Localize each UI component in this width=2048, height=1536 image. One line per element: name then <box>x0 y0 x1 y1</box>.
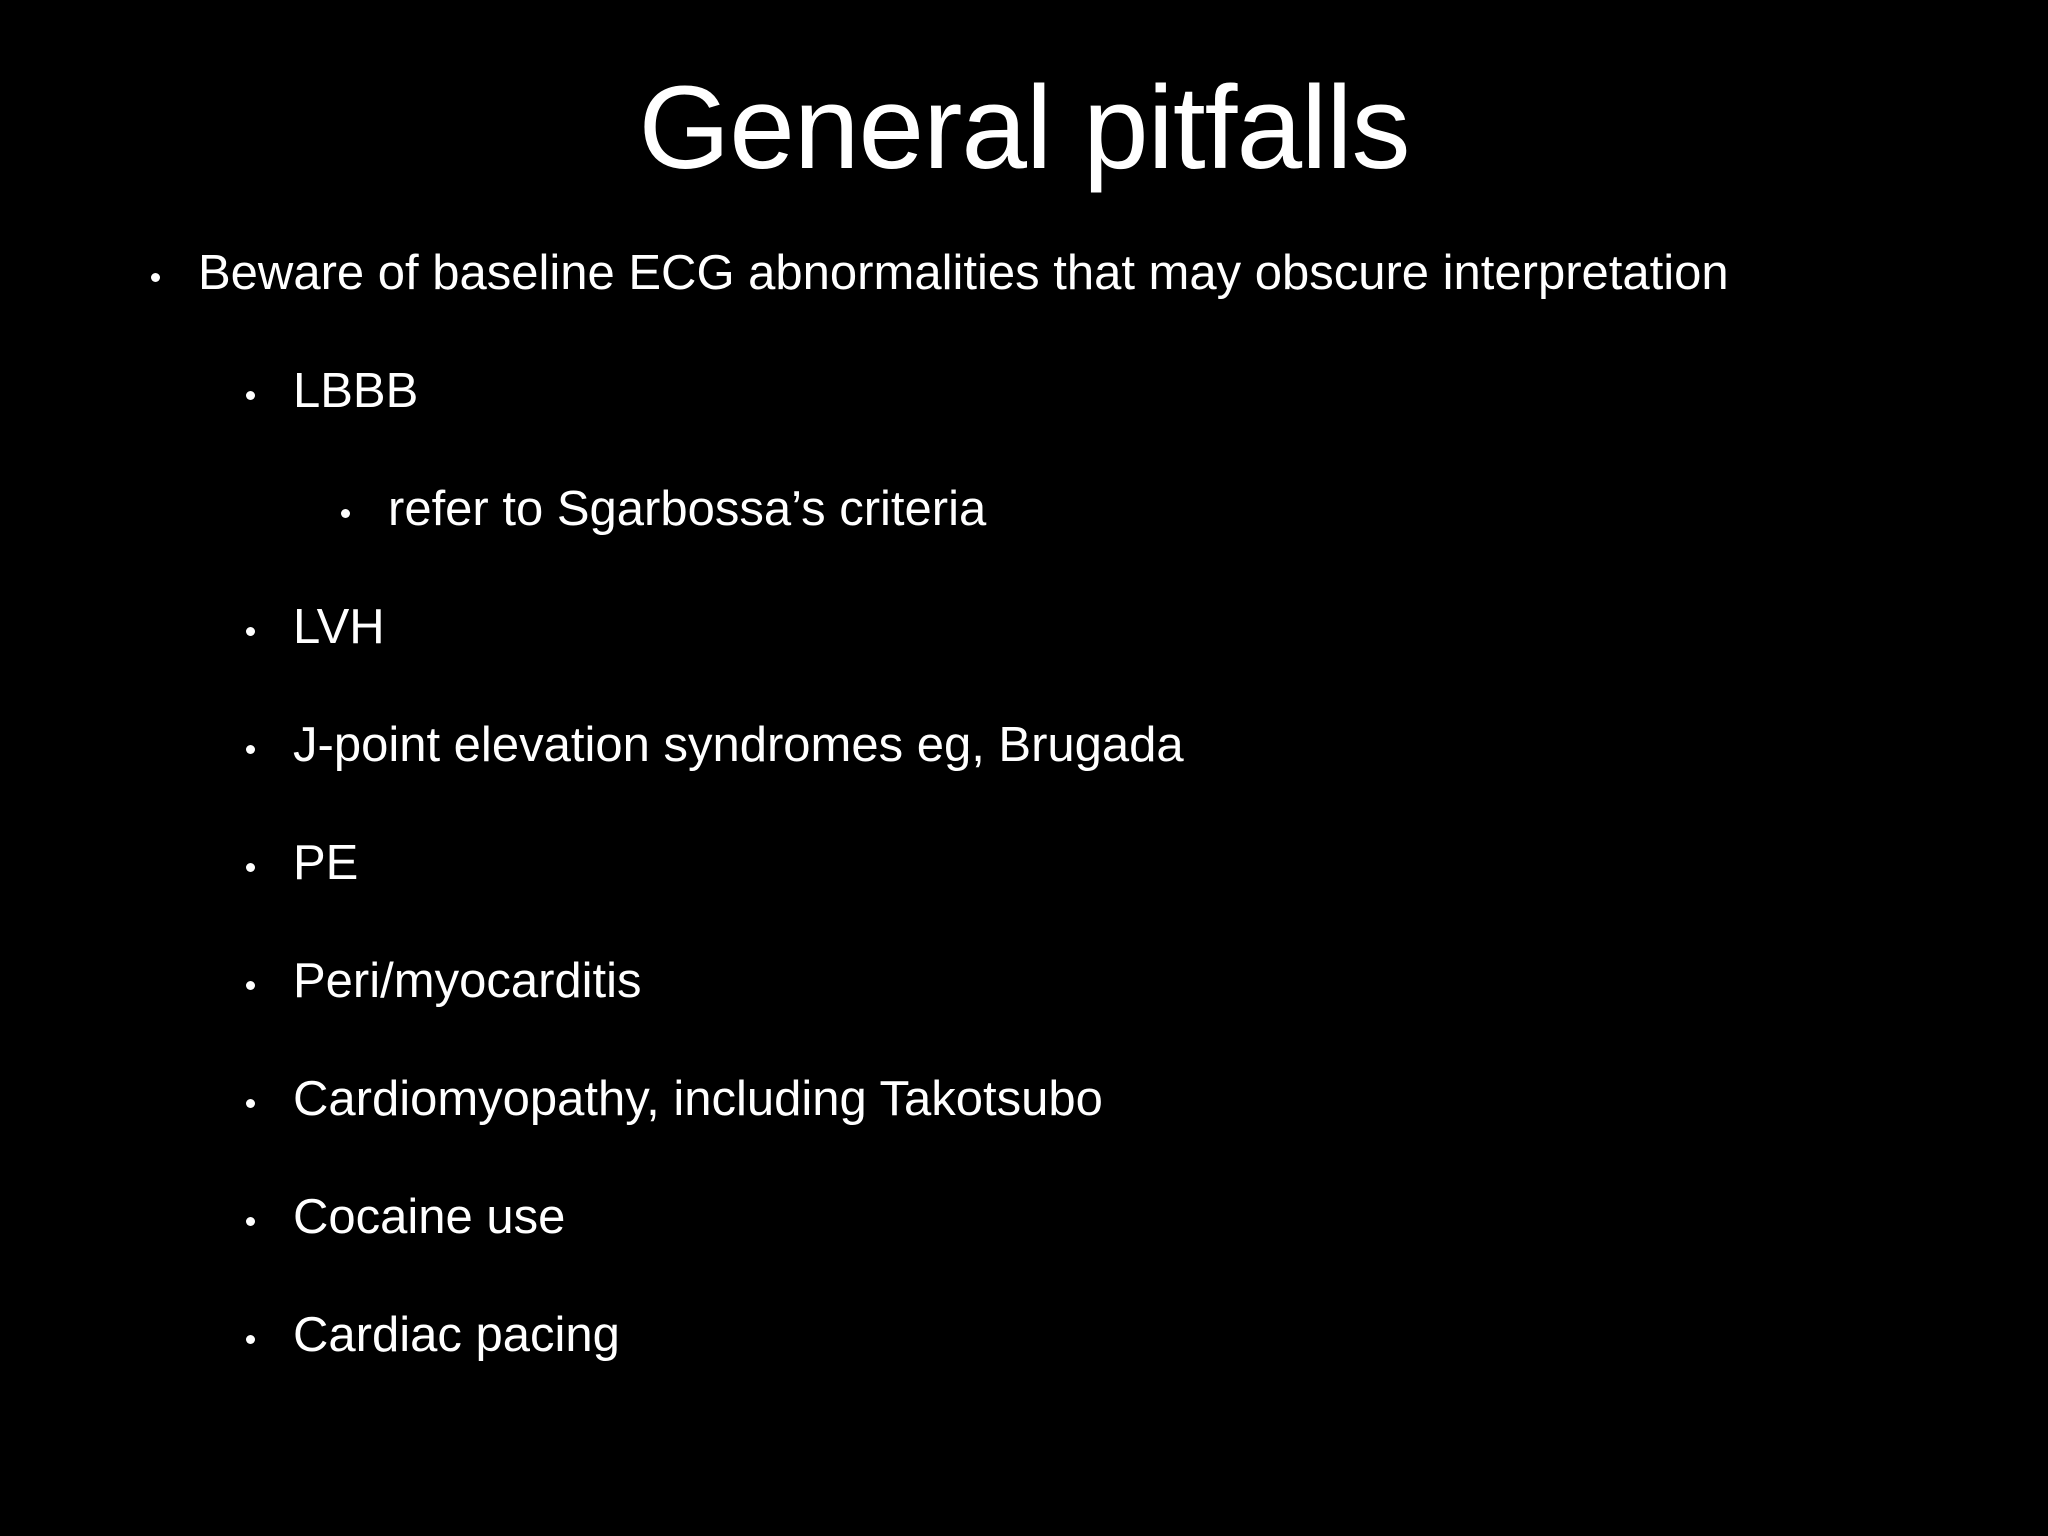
bullet-item-lbbb: LBBB <box>293 364 419 418</box>
bullet-dot <box>246 745 255 754</box>
bullet-item-cardiomyopathy: Cardiomyopathy, including Takotsubo <box>293 1072 1103 1126</box>
bullet-dot <box>246 1099 255 1108</box>
bullet-item-baseline-ecg: Beware of baseline ECG abnormalities that may obscure interpretation <box>198 246 1729 300</box>
bullet-dot <box>246 627 255 636</box>
bullet-item-lvh: LVH <box>293 600 385 654</box>
bullet-dot <box>246 981 255 990</box>
bullet-dot <box>341 509 350 518</box>
slide-title: General pitfalls <box>638 62 1410 194</box>
bullet-dot <box>151 273 160 282</box>
bullet-item-sgarbossa: refer to Sgarbossa’s criteria <box>388 482 987 536</box>
bullet-item-cardiac-pacing: Cardiac pacing <box>293 1308 620 1362</box>
bullet-dot <box>246 391 255 400</box>
bullet-dot <box>246 863 255 872</box>
bullet-item-peri-myocarditis: Peri/myocarditis <box>293 954 642 1008</box>
bullet-item-j-point: J-point elevation syndromes eg, Brugada <box>293 718 1184 772</box>
bullet-item-cocaine-use: Cocaine use <box>293 1190 566 1244</box>
bullet-item-pe: PE <box>293 836 359 890</box>
bullet-dot <box>246 1335 255 1344</box>
bullet-dot <box>246 1217 255 1226</box>
